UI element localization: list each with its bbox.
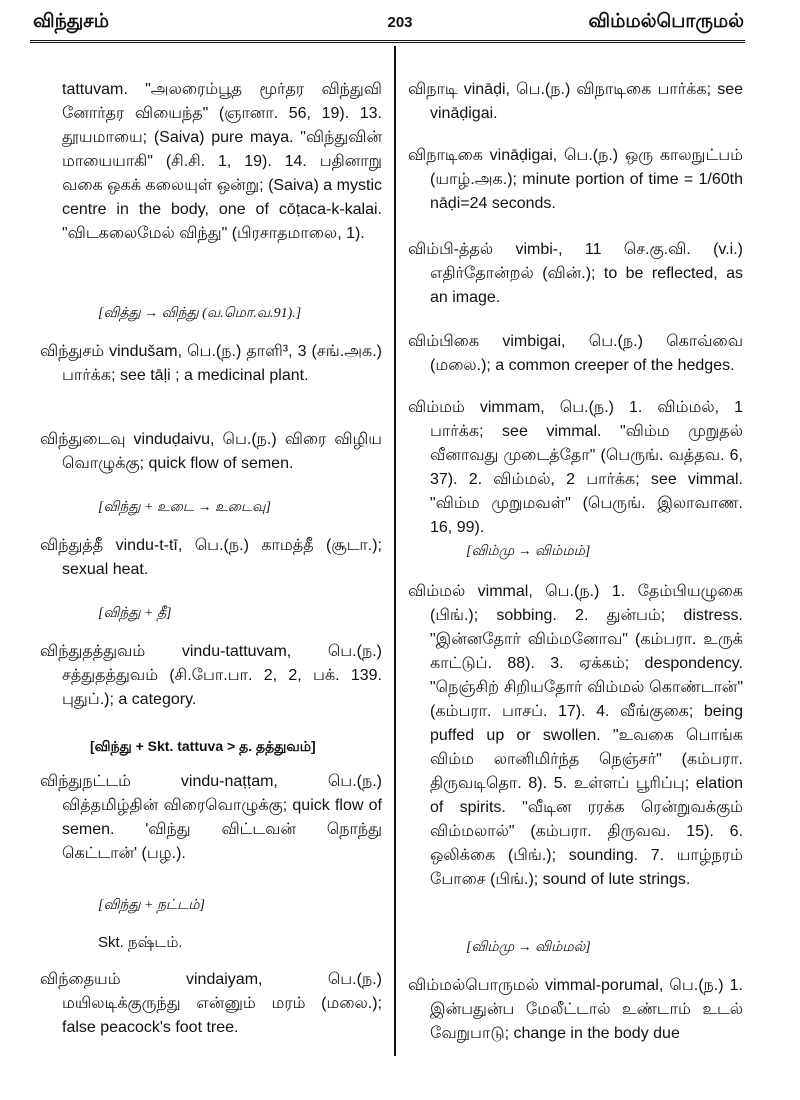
entry-vimmal-porumal: விம்மல்பொருமல் vimmal-porumal, பெ.(ந.) 1. இன்பதுன்ப மேலீட்டால் உண்டாம் உடல் வேறுபாடு; change in the body due xyxy=(408,977,743,1042)
etymology: [வித்து → விந்து (வ.மொ.வ.91).] xyxy=(98,306,302,321)
entry-vimmam: விம்மம் vimmam, பெ.(ந.) 1. விம்மல், 1 பார்க்க; see vimmal. "விம்ம முறுதல் வீனாவது முடைத்தோ" (பெருங். வத்தவ. 6, 37). 2. விம்மல், 2 பார்க்க; see vimmal. "விம்ம முறுமவள்" (பெருங். இலாவாண. 16, 99). xyxy=(408,399,743,536)
running-head-left: விந்துசம் xyxy=(33,10,110,32)
entry-vindaiyam: விந்தையம் vindaiyam, பெ.(ந.) மயிலடிக்குருந்து என்னும் மரம் (மலை.); false peacock's foot tree. xyxy=(40,971,382,1036)
etymology: [விந்து + Skt. tattuva > த. தத்துவம்] xyxy=(90,738,316,754)
entry-vindusam: விந்துசம் vindušam, பெ.(ந.) தாளி³, 3 (சங்.அக.) பார்க்க; see tāḷi ; a medicinal plant. xyxy=(40,343,382,384)
etymology: [விம்மு → விம்மல்] xyxy=(466,940,591,955)
etymology: [விந்து + தீ] xyxy=(98,606,172,621)
running-head-right: விம்மல்பொருமல் xyxy=(588,10,744,32)
entry-vinadi: விநாடி vināḍi, பெ.(ந.) விநாடிகை பார்க்க; see vināḍigai. xyxy=(408,81,743,122)
page-number: 203 xyxy=(387,14,413,31)
etymology: [விந்து + நட்டம்] xyxy=(98,898,205,913)
entry-vinduḍaivu: விந்துடைவு vinduḍaivu, பெ.(ந.) விரை விழிய வொழுக்கு; quick flow of semen. xyxy=(40,431,382,472)
entry-vindu-nattam: விந்துநட்டம் vindu-naṭṭam, பெ.(ந.) வித்தமிழ்தின் விரைவொழுக்கு; quick flow of semen. 'விந்து விட்டவன் நொந்து கெட்டான்' (பழ.). xyxy=(40,773,382,862)
etymology: [விந்து + உடை → உடைவு] xyxy=(98,500,271,515)
entry-vinadigai: விநாடிகை vināḍigai, பெ.(ந.) ஒரு காலநுட்பம் (யாழ்.அக.); minute portion of time = 1/60th nāḍi=24 seconds. xyxy=(408,147,743,212)
entry-vimbigai: விம்பிகை vimbigai, பெ.(ந.) கொவ்வை (மலை.); a common creeper of the hedges. xyxy=(408,333,743,374)
column-divider xyxy=(394,46,396,1056)
sanskrit-note: Skt. நஷ்டம். xyxy=(98,934,183,951)
entry-continuation: tattuvam. "அலரைம்பூத மூர்தர விந்துவி னோர்தர வியைந்த" (ஞானா. 56, 19). 13. தூயமாயை; (Saiva) pure maya. "விந்துவின் மாயையாகி" (சி.சி. 1, 19). 14. பதினாறு வகை ஒகக் கலையுள் ஒன்று; (Saiva) a mystic centre in the body, one of cōṭaca-k-kalai. "விடகலைமேல் விந்து" (பிரசாதமாலை, 1). xyxy=(62,81,382,242)
header-rule xyxy=(30,40,745,43)
entry-vimbi-ttal: விம்பி-த்தல் vimbi-, 11 செ.கு.வி. (v.i.) எதிர்தோன்றல் (வின்.); to be reflected, as an image. xyxy=(408,241,743,306)
etymology: [விம்மு → விம்மம்] xyxy=(466,544,591,559)
entry-vindu-tattuvam: விந்துதத்துவம் vindu-tattuvam, பெ.(ந.) சத்துதத்துவம் (சி.போ.பா. 2, 2, பக். 139. புதுப்.); a category. xyxy=(40,643,382,708)
entry-vindu-t-ti: விந்துத்தீ vindu-t-tī, பெ.(ந.) காமத்தீ (சூடா.); sexual heat. xyxy=(40,537,382,578)
entry-vimmal: விம்மல் vimmal, பெ.(ந.) 1. தேம்பியழுகை (பிங்.); sobbing. 2. துன்பம்; distress. "இன்னதோர் விம்மனோவ" (கம்பரா. உருக் காட்டுப். 88). 3. ஏக்கம்; despondency. "நெஞ்சிற் சிறியதோர் விம்மல் கொண்டான்" (கம்பரா. பாசப். 17). 4. வீங்குகை; being puffed up or swollen. "உவகை பொங்க விம்ம லானிமிர்ந்த நெஞ்சர்" (கம்பரா. திருவடிதொ. 8). 5. உள்ளப் பூரிப்பு; elation of spirits. "வீடின ரரக்க ரென்றுவக்கும் விம்மலால்" (கம்பரா. திருவவ. 15). 6. ஒலிக்கை (பிங்.); sounding. 7. யாழ்நரம் போசை (பிங்.); sound of lute strings. xyxy=(408,583,743,888)
